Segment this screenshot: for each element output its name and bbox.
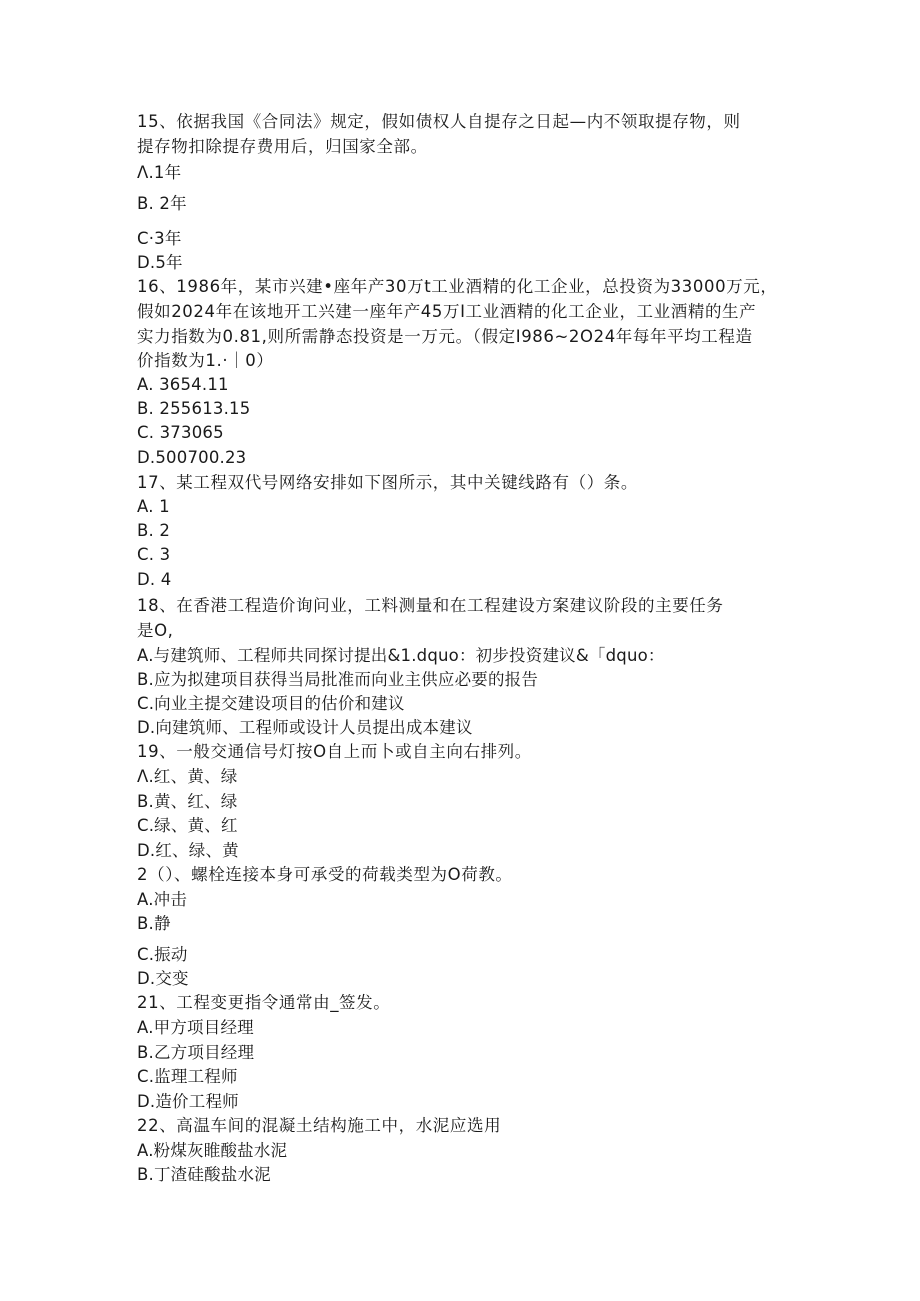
- question-17-option-a: A. 1: [137, 497, 170, 516]
- question-19-option-c: C.绿、黄、红: [137, 816, 238, 835]
- question-19-option-d: D.红、绿、黄: [137, 841, 239, 860]
- question-20-option-c: C.振动: [137, 945, 188, 964]
- question-15-option-d: D.5年: [137, 253, 183, 272]
- question-16-option-b: B. 255613.15: [137, 399, 251, 418]
- question-19-option-a: Λ.红、黄、绿: [137, 767, 238, 786]
- question-21-option-b: B.乙方项目经理: [137, 1043, 255, 1062]
- question-15-option-b: B. 2年: [137, 194, 187, 213]
- question-17-stem: 17、某工程双代号网络安排如下图所示，其中关键线路有（）条。: [137, 473, 638, 492]
- question-18-stem-line-1: 18、在香港工程造价询问业，工料测量和在工程建设方案建议阶段的主要任务: [137, 596, 724, 615]
- question-21-option-d: D.造价工程师: [137, 1092, 239, 1111]
- question-15-option-c: C·3年: [137, 229, 182, 248]
- question-18-option-a: A.与建筑师、工程师共同探讨提出&1.dquo：初步投资建议&「dquo：: [137, 646, 665, 665]
- question-17-option-d: D. 4: [137, 570, 172, 589]
- question-21-option-c: C.监理工程师: [137, 1067, 238, 1086]
- question-15-stem-line-1: 15、依据我国《合同法》规定，假如债权人自提存之日起—内不领取提存物，则: [137, 112, 741, 131]
- question-16-stem-line-3: 实力指数为0.81,则所需静态投资是一万元。（假定I986~2O24年每年平均工程造: [137, 327, 753, 346]
- question-20-option-a: A.冲击: [137, 890, 188, 909]
- question-18-stem-line-2: 是O,: [137, 621, 174, 640]
- question-16-option-d: D.500700.23: [137, 448, 247, 467]
- question-20-option-d: D.交变: [137, 969, 189, 988]
- question-16-stem-line-4: 价指数为1.·｜0）: [137, 351, 274, 370]
- question-16-stem-line-2: 假如2024年在该地开工兴建一座年产45万I工业酒精的化工企业，工业酒精的生产: [137, 302, 757, 321]
- question-20-option-b: B.静: [137, 914, 171, 933]
- question-19-stem: 19、一般交通信号灯按O自上而卜或自主向右排列。: [137, 742, 532, 761]
- question-21-option-a: A.甲方项目经理: [137, 1018, 254, 1037]
- question-15-stem-line-2: 提存物扣除提存费用后，归国家全部。: [137, 137, 428, 156]
- question-21-stem: 21、工程变更指令通常由_签发。: [137, 993, 391, 1012]
- question-15-option-a: Λ.1年: [137, 163, 182, 182]
- question-16-stem-line-1: 16、1986年，某市兴建•座年产30万t工业酒精的化工企业，总投资为33000万元，: [137, 277, 778, 296]
- question-22-option-b: B.丁渣硅酸盐水泥: [137, 1165, 271, 1184]
- question-18-option-d: D.向建筑师、工程师或设计人员提出成本建议: [137, 718, 473, 737]
- question-20-stem: 2（）、螺栓连接本身可承受的荷载类型为O荷教。: [137, 865, 513, 884]
- question-16-option-a: A. 3654.11: [137, 375, 229, 394]
- question-17-option-c: C. 3: [137, 545, 171, 564]
- question-22-option-a: A.粉煤灰睢酸盐水泥: [137, 1141, 288, 1160]
- question-22-stem: 22、高温车间的混凝土结构施工中，水泥应选用: [137, 1116, 502, 1135]
- question-18-option-b: B.应为拟建项目获得当局批准而向业主供应必要的报告: [137, 670, 539, 689]
- question-19-option-b: B.黄、红、绿: [137, 792, 238, 811]
- question-17-option-b: B. 2: [137, 521, 171, 540]
- question-16-option-c: C. 373065: [137, 423, 224, 442]
- question-18-option-c: C.向业主提交建设项目的估价和建议: [137, 694, 405, 713]
